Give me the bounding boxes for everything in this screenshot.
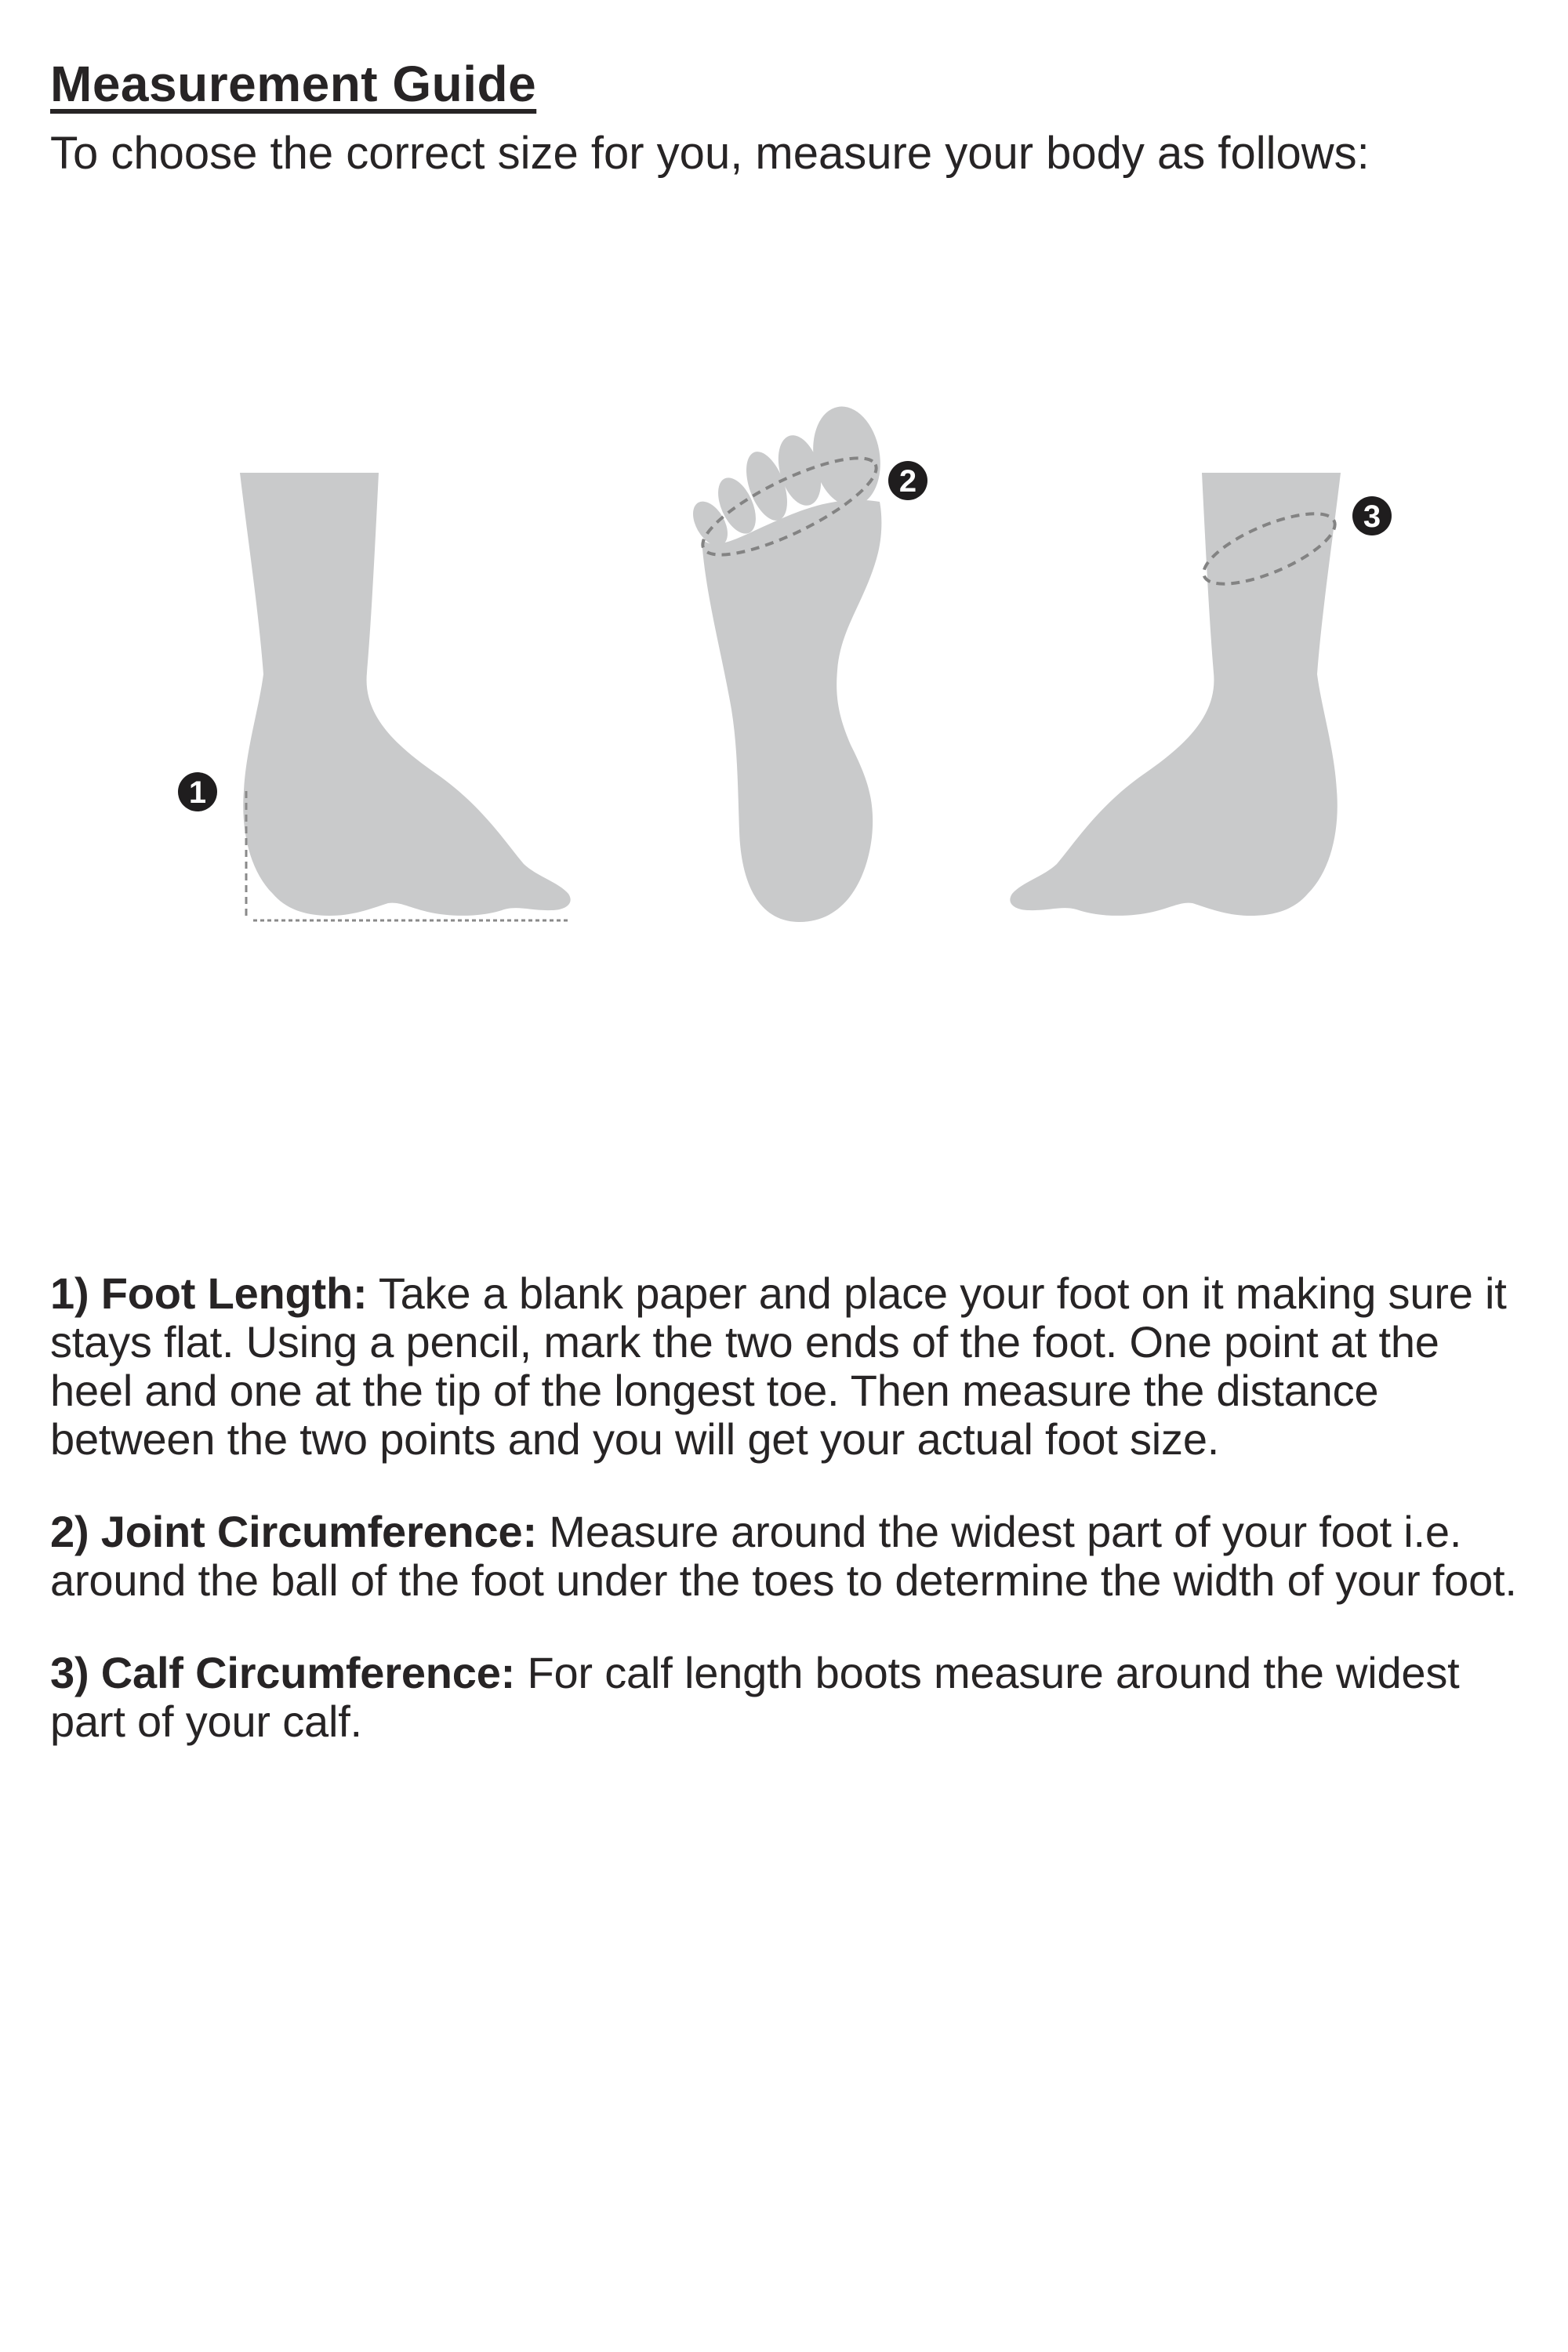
marker-2-label: 2	[898, 464, 917, 499]
instruction-text: For calf length boots measure around the widest part of your calf.	[50, 1648, 1460, 1746]
marker-3-label: 3	[1363, 499, 1381, 534]
figure-joint-circumference	[686, 401, 927, 922]
instruction-label: 1) Foot Length:	[50, 1269, 368, 1318]
instruction-label: 3) Calf Circumference:	[50, 1648, 516, 1697]
instruction-calf-circumference	[50, 1649, 1518, 1746]
instruction-label: 2) Joint Circumference:	[50, 1507, 537, 1556]
measurement-figures	[0, 0, 1568, 1019]
marker-2-badge	[888, 461, 927, 500]
figure-calf-circumference	[1010, 473, 1392, 916]
marker-1-label: 1	[188, 775, 207, 810]
instruction-text: Measure around the widest part of your foot i.e. around the ball of the foot under the toes to determine the width of your foot.	[50, 1507, 1517, 1605]
instruction-foot-length	[50, 1269, 1518, 1464]
figure-foot-length	[178, 473, 571, 920]
leg-side-silhouette	[1010, 473, 1341, 916]
sole-outline	[702, 500, 881, 922]
marker-3-badge	[1352, 496, 1392, 535]
instruction-text: Take a blank paper and place your foot on it making sure it stays flat. Using a pencil, mark the two ends of the foot. One point at the heel and one at the tip of the longest toe. Then measure the distance between the two points and you will get your actual foot size.	[50, 1269, 1507, 1464]
page-title: Measurement Guide	[50, 56, 537, 112]
instruction-joint-circumference	[50, 1508, 1518, 1605]
marker-1-badge	[178, 772, 217, 811]
intro-text: To choose the correct size for you, measure your body as follows:	[50, 128, 1370, 179]
instructions-section	[50, 1269, 1518, 1790]
foot-side-silhouette	[240, 473, 571, 916]
